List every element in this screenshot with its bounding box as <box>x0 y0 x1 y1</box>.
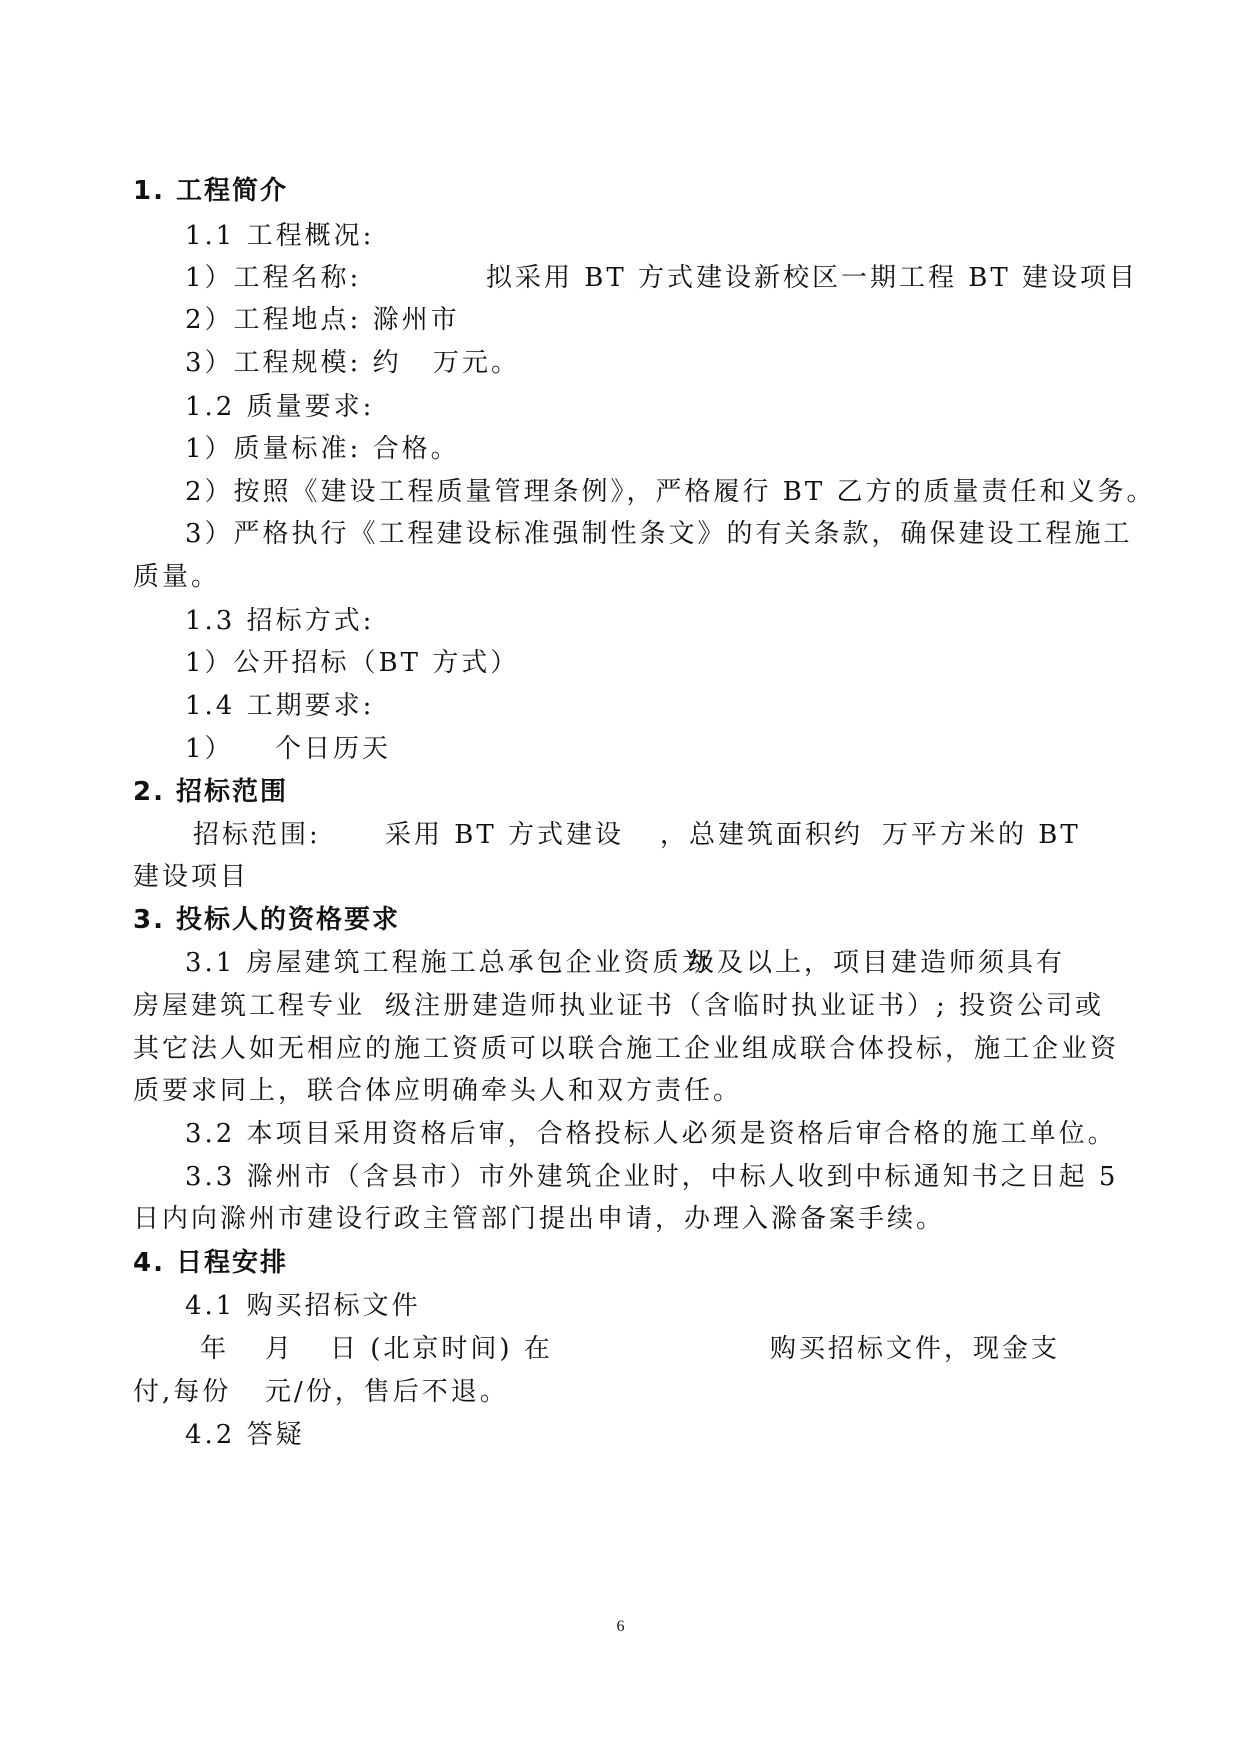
purchase-price-a: 付,每份 <box>133 1377 232 1407</box>
qualification-3-1-line3: 其它法人如无相应的施工资质可以联合施工企业组成联合体投标，施工企业资 <box>133 1034 1120 1064</box>
duration-b: 个日历天 <box>275 734 392 764</box>
purchase-year: 年 <box>200 1334 230 1364</box>
qualification-3-1-line1-a: 3.1 房屋建筑工程施工总承包企业资质为 <box>185 948 711 978</box>
qualification-3-1-line2-a: 房屋建筑工程专业 <box>133 991 366 1021</box>
qualification-3-3-line1: 3.3 滁州市（含县市）市外建筑企业时，中标人收到中标通知书之日起 5 <box>185 1162 1119 1192</box>
section-3-heading: 3. 投标人的资格要求 <box>133 905 401 935</box>
quality-mandatory-line1: 3）严格执行《工程建设标准强制性条文》的有关条款，确保建设工程施工 <box>185 519 1133 549</box>
page-number: 6 <box>616 1618 625 1635</box>
subsection-1-4-title: 1.4 工期要求: <box>185 691 375 721</box>
scope-line1-d: 万平方米的 BT <box>882 820 1081 850</box>
purchase-day-location: 日 (北京时间) 在 <box>330 1334 553 1364</box>
purchase-docs-cash: 购买招标文件，现金支 <box>770 1334 1061 1364</box>
schedule-4-2-title: 4.2 答疑 <box>185 1420 305 1450</box>
section-4-heading: 4. 日程安排 <box>133 1248 289 1278</box>
project-scale-b: 万元。 <box>433 348 521 378</box>
qualification-3-1-line1-b: 级及以上，项目建造师须具有 <box>688 948 1066 978</box>
qualification-3-1-line2-b: 级注册建造师执业证书（含临时执业证书）; 投资公司或 <box>385 991 1105 1021</box>
duration-a: 1） <box>185 734 234 764</box>
qualification-3-2: 3.2 本项目采用资格后审，合格投标人必须是资格后审合格的施工单位。 <box>185 1119 1117 1149</box>
qualification-3-3-line2: 日内向滁州市建设行政主管部门提出申请，办理入滁备案手续。 <box>133 1204 946 1234</box>
project-scale-a: 3）工程规模: 约 <box>185 348 402 378</box>
section-1-heading: 1. 工程简介 <box>133 176 289 206</box>
purchase-price-b: 元/份，售后不退。 <box>265 1377 509 1407</box>
project-location: 2）工程地点: 滁州市 <box>185 305 460 335</box>
project-name-value: 拟采用 BT 方式建设新校区一期工程 BT 建设项目 <box>486 263 1138 293</box>
purchase-month: 月 <box>265 1334 295 1364</box>
bidding-method: 1）公开招标（BT 方式） <box>185 648 520 678</box>
schedule-4-1-title: 4.1 购买招标文件 <box>185 1291 421 1321</box>
scope-line1-b: 采用 BT 方式建设 <box>385 820 624 850</box>
scope-line2: 建设项目 <box>133 862 250 892</box>
subsection-1-1-title: 1.1 工程概况: <box>185 221 375 251</box>
subsection-1-3-title: 1.3 招标方式: <box>185 606 375 636</box>
quality-standard: 1）质量标准: 合格。 <box>185 434 460 464</box>
project-name-label: 1）工程名称: <box>185 263 362 293</box>
section-2-heading: 2. 招标范围 <box>133 777 289 807</box>
subsection-1-2-title: 1.2 质量要求: <box>185 392 375 422</box>
qualification-3-1-line4: 质要求同上，联合体应明确牵头人和双方责任。 <box>133 1076 743 1106</box>
scope-line1-c: ，总建筑面积约 <box>660 820 864 850</box>
scope-line1-a: 招标范围: <box>193 820 321 850</box>
quality-mandatory-line2: 质量。 <box>133 562 221 592</box>
quality-regulation: 2）按照《建设工程质量管理条例》，严格履行 BT 乙方的质量责任和义务。 <box>185 477 1156 507</box>
